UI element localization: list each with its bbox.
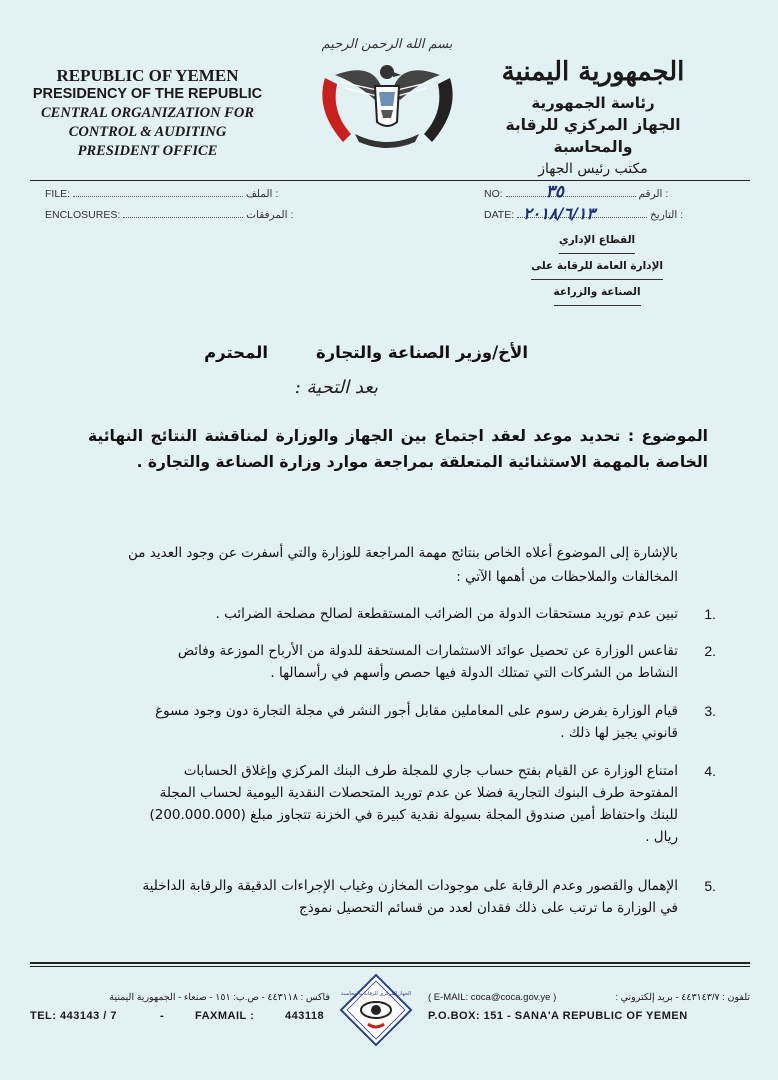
addressee: الأخ/وزير الصناعة والتجارة [315,343,528,362]
number-field [484,182,669,202]
arabic-letterhead [468,52,718,180]
footer-email: ( E-MAIL: coca@coca.gov.ye ) [428,992,557,1003]
no-label-en: NO: [484,188,503,200]
item-text: الإهمال والقصور وعدم الرقابة على موجودات المخازن وغياب الإجراءات الدقيقة والرقابة الداخلية في الوزارة ما ترتب على ذلك فقدان لعدد من قسائم التحصيل نموذج [142,878,678,916]
yemen-eagle-emblem [305,30,470,155]
item-text: امتناع الوزارة عن القيام بفتح حساب جاري للمجلة طرف البنك المركزي وإغلاق الحسابات المفتوحة طرف البنوك التجارية فضلا عن عدم توريد المتحصلات النقدية اليومية لحساب المجلة للبنك واحتفاظ أمين صندوق المجلة بسيولة نقدية كبيرة في الخزنة تتجاوز مبلغ (200.000.000) ريال . [149,763,678,845]
enclosures-label-ar: المرفقات : [246,209,294,221]
header-divider [30,180,750,181]
ar-office: مكتب رئيس الجهاز [538,161,648,177]
list-item [138,640,716,684]
date-label-en: DATE: [484,209,515,221]
en-org-line2: CONTROL & AUDITING [68,124,227,140]
intro-paragraph: بالإشارة إلى الموضوع أعلاه الخاص بنتائج مهمة المراجعة للوزارة والتي أسفرت عن وجود العديد من المخالفات والملاحظات من أهمها الآتي : [128,545,678,585]
ar-country: الجمهورية اليمنية [501,57,685,87]
no-label-ar: الرقم : [638,188,669,200]
list-item [138,700,716,744]
honorific: المحترم [204,343,268,362]
basmala-calligraphy: بسم الله الرحمن الرحيم [321,37,453,52]
footer-divider-thin [30,966,750,967]
file-label-ar: الملف : [245,188,279,200]
item-number: 2. [704,643,716,659]
organization-logo [338,972,414,1048]
en-presidency: PRESIDENCY OF THE REPUBLIC [32,86,263,102]
english-letterhead [20,66,275,161]
greeting: بعد التحية : [294,377,378,398]
en-office: PRESIDENT OFFICE [77,143,218,159]
department-block [531,228,663,306]
ar-organization: الجهاز المركزي للرقابة والمحاسبة [505,116,681,156]
subject: الموضوع : تحديد موعد لعقد اجتماع بين الجهاز والوزارة لمناقشة النتائج النهائية الخاصة بالمهمة الاستثنائية المتعلقة بمراجعة موارد وزارة الصناعة والتجارة . [88,427,708,471]
footer-fax-number: 443118 [285,1010,325,1022]
item-text: تقاعس الوزارة عن تحصيل عوائد الاستثمارات المستحقة للدولة من الأرباح الموزعة وفائض النشاط من الشركات التي تمتلك الدولة فيها حصص وأسهم في رأسمالها . [177,643,678,681]
list-item [138,760,716,848]
handwritten-number: ٣٥ [545,182,564,202]
dept-industry-agriculture: الصناعة والزراعة [554,280,641,306]
item-number: 3. [704,703,716,719]
footer-faxmail-label: FAXMAIL : [195,1010,255,1022]
footer-phone-ar: تلفون : ٤٤٣١٤٣/٧ - بريد إلكتروني : [615,992,750,1003]
footer-pobox: P.O.BOX: 151 - SANA'A REPUBLIC OF YEMEN [428,1010,688,1022]
item-number: 4. [704,763,716,779]
item-text: تبين عدم توريد مستحقات الدولة من الضرائب المستقطعة لصالح مصلحة الضرائب . [215,606,678,622]
list-item [138,875,716,919]
item-number: 1. [704,606,716,622]
list-item [138,603,716,625]
item-number: 5. [704,878,716,894]
file-field [45,188,278,200]
enclosures-label-en: ENCLOSURES: [45,209,121,221]
date-field [484,204,684,223]
file-label-en: FILE: [45,188,71,200]
dept-general-admin: الإدارة العامة للرقابة على [531,254,663,280]
item-text: قيام الوزارة بفرض رسوم على المعاملين مقابل أجور النشر في مجلة التجارة دون وجود مسوغ قانوني يجيز لها ذلك . [155,703,678,741]
footer-dash: - [160,1010,165,1022]
enclosures-field [45,209,293,221]
logo-lettering: الجهاز المركزي للرقابة والمحاسبة [340,991,412,997]
date-label-ar: التاريخ : [650,209,684,221]
en-country: REPUBLIC OF YEMEN [56,66,239,85]
en-org-line1: CENTRAL ORGANIZATION FOR [41,105,254,121]
footer-fax-ar: فاكس : ٤٤٣١١٨ - ص.ب: ١٥١ - صنعاء - الجمهورية اليمنية [109,992,330,1003]
handwritten-date: ٢٠١٨/٦/١٣ [523,204,595,223]
footer-tel: TEL: 443143 / 7 [30,1010,117,1022]
dept-sector: القطاع الإداري [559,228,635,254]
ar-presidency: رئاسة الجمهورية [531,94,655,112]
footer-divider [30,962,750,964]
